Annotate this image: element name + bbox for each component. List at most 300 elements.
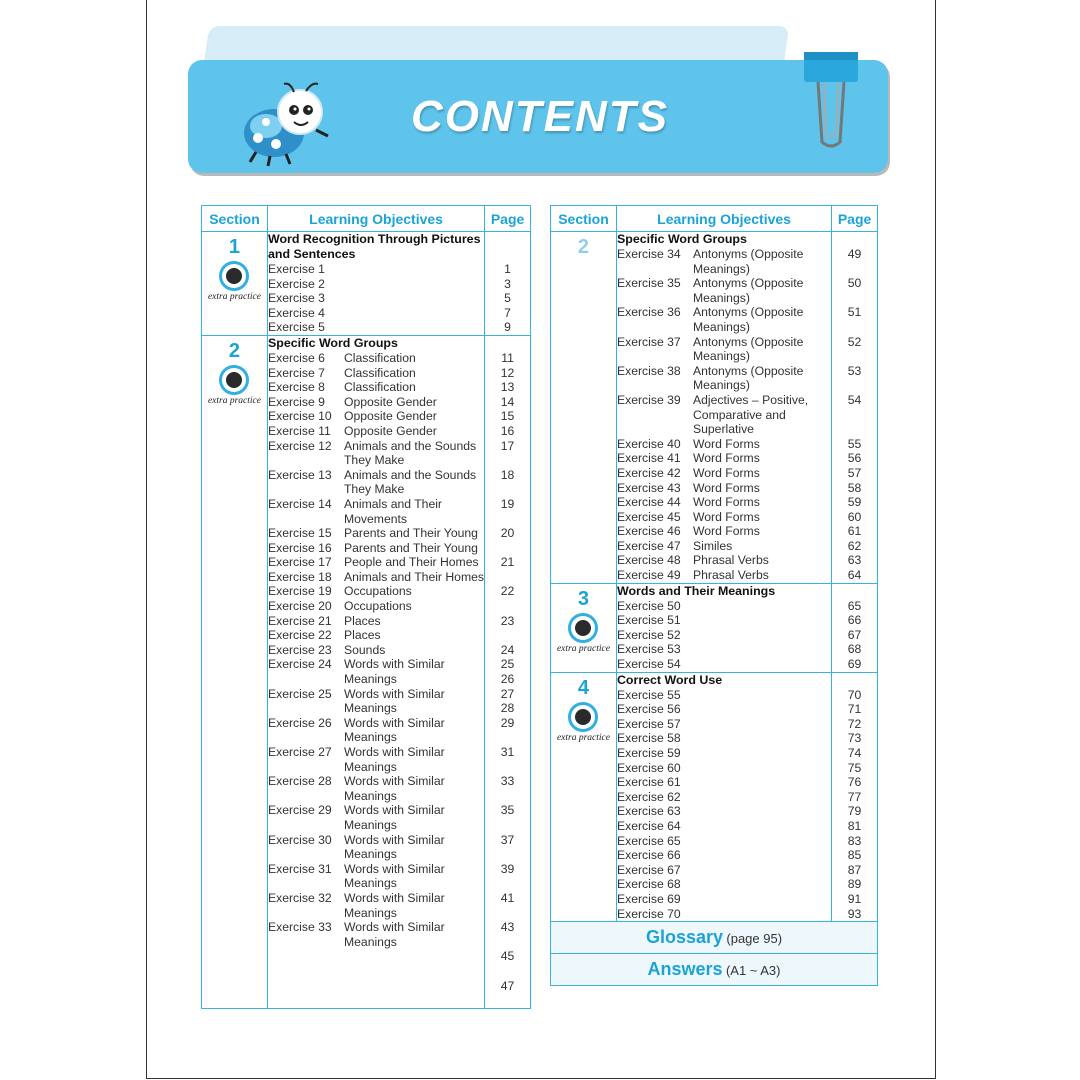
exercise-topic: Words with Similar Meanings — [343, 657, 445, 687]
section-number: 1 — [228, 236, 241, 258]
exercise-label: Exercise 25 — [267, 686, 332, 701]
exercise-topic: Word Forms — [692, 524, 760, 539]
section-number: 4 — [577, 676, 590, 699]
exercise-topic: Words with Similar Meanings — [343, 745, 445, 774]
exercise-item[interactable] — [268, 687, 484, 716]
exercise-label: Exercise 30 — [267, 832, 332, 847]
exercise-item[interactable] — [617, 761, 831, 776]
glossary-link[interactable] — [551, 922, 878, 954]
extra-practice-badge — [202, 365, 266, 406]
exercise-item[interactable] — [268, 833, 484, 862]
exercise-label: Exercise 40 — [616, 436, 681, 451]
exercise-label: Exercise 62 — [616, 789, 681, 804]
exercise-item[interactable] — [617, 775, 831, 790]
exercise-topic — [344, 306, 484, 321]
exercise-item[interactable] — [268, 628, 484, 643]
page-number: 67 — [847, 627, 862, 642]
exercise-item[interactable] — [268, 774, 484, 803]
exercise-label: Exercise 32 — [267, 890, 332, 905]
exercise-item[interactable] — [617, 848, 831, 863]
exercise-topic — [693, 907, 831, 922]
page-number: 57 — [847, 465, 862, 480]
exercise-item[interactable] — [617, 819, 831, 834]
exercise-item[interactable] — [617, 804, 831, 819]
page-number: 24 — [500, 642, 515, 657]
page-number: 76 — [847, 775, 862, 790]
exercise-label: Exercise 51 — [616, 613, 681, 628]
exercise-item[interactable] — [617, 510, 831, 525]
page-number: 77 — [847, 789, 862, 804]
exercise-item[interactable] — [617, 364, 831, 393]
exercise-topic — [693, 613, 831, 628]
extra-practice-label: extra practice — [556, 643, 610, 654]
exercise-item[interactable] — [617, 437, 831, 452]
exercise-label: Exercise 16 — [267, 540, 332, 555]
exercise-topic — [693, 761, 831, 776]
page-spacer — [485, 336, 530, 351]
section-row — [202, 335, 531, 1008]
exercise-topic — [344, 262, 484, 277]
exercise-item[interactable] — [617, 481, 831, 496]
extra-practice-label: extra practice — [207, 395, 261, 406]
page-number: 1 — [504, 262, 511, 276]
exercise-topic: Phrasal Verbs — [692, 553, 769, 568]
exercise-label: Exercise 33 — [267, 920, 332, 935]
glossary-label: Glossary — [645, 927, 723, 948]
exercise-item[interactable] — [268, 920, 484, 949]
exercise-label: Exercise 48 — [616, 553, 681, 568]
page-number: 18 — [500, 467, 515, 482]
page-number: 47 — [500, 978, 515, 993]
page-number: 60 — [847, 509, 862, 524]
exercise-item[interactable] — [617, 335, 831, 364]
exercise-topic — [344, 291, 484, 306]
page-spacer — [485, 232, 530, 262]
exercise-label: Exercise 60 — [616, 760, 681, 775]
exercise-topic: Parents and Their Young — [343, 540, 478, 555]
exercise-label: Exercise 22 — [267, 628, 332, 643]
exercise-label: Exercise 17 — [267, 555, 332, 570]
page-number: 39 — [500, 861, 515, 876]
page-number: 68 — [847, 642, 862, 657]
exercise-topic: Word Forms — [692, 465, 760, 480]
page-number: 33 — [500, 774, 515, 789]
exercise-label: Exercise 5 — [267, 320, 325, 335]
exercise-item[interactable] — [617, 451, 831, 466]
exercise-label: Exercise 31 — [267, 861, 332, 876]
exercise-topic — [344, 277, 484, 292]
exercise-label: Exercise 58 — [616, 731, 681, 746]
page-number: 7 — [504, 305, 511, 320]
extra-practice-badge — [202, 261, 266, 302]
exercise-item[interactable] — [617, 539, 831, 554]
page-number: 28 — [500, 701, 515, 716]
exercise-item[interactable] — [617, 247, 831, 276]
exercise-item[interactable] — [617, 393, 831, 437]
extra-practice-label: extra practice — [556, 732, 610, 743]
page-number: 75 — [847, 760, 862, 775]
exercise-item[interactable] — [617, 599, 831, 614]
exercise-topic: Phrasal Verbs — [692, 568, 769, 583]
exercise-topic — [693, 804, 831, 819]
exercise-label: Exercise 65 — [616, 833, 681, 848]
exercise-label: Exercise 34 — [616, 247, 681, 261]
exercise-item[interactable] — [268, 862, 484, 891]
exercise-item[interactable] — [617, 466, 831, 481]
exercise-item[interactable] — [268, 541, 484, 556]
answers-note: (A1 ~ A3) — [725, 963, 781, 979]
header-section: Section — [202, 206, 268, 232]
section-row — [202, 232, 531, 336]
page-number: 54 — [847, 392, 862, 407]
section-number: 2 — [577, 236, 590, 258]
exercise-topic — [693, 642, 831, 657]
exercise-label: Exercise 49 — [616, 568, 681, 583]
exercise-topic: Words with Similar Meanings — [343, 803, 445, 832]
answers-label: Answers — [647, 959, 723, 980]
objective-title: Word Recognition Through Pictures and Sentences — [267, 232, 481, 261]
exercise-topic: Animals and Their Movements — [343, 496, 442, 526]
exercise-topic: Words with Similar Meanings — [343, 832, 445, 862]
exercise-label: Exercise 8 — [267, 380, 325, 395]
exercise-item[interactable] — [617, 731, 831, 746]
extra-practice-icon — [568, 613, 598, 643]
section-cell — [551, 232, 617, 584]
exercise-label: Exercise 10 — [267, 409, 332, 424]
exercise-label: Exercise 18 — [267, 569, 332, 584]
exercise-item[interactable] — [617, 276, 831, 305]
exercise-item[interactable] — [268, 439, 484, 468]
page-number: 83 — [847, 833, 862, 848]
exercise-item[interactable] — [268, 745, 484, 774]
exercise-item[interactable] — [617, 495, 831, 510]
exercise-item[interactable] — [617, 568, 831, 583]
exercise-topic — [693, 599, 831, 614]
exercise-topic: Word Forms — [692, 495, 760, 510]
page-number: 56 — [847, 451, 862, 466]
exercise-item[interactable] — [617, 702, 831, 717]
exercise-topic: Classification — [343, 350, 416, 365]
page-number: 91 — [847, 891, 862, 906]
exercise-item[interactable] — [617, 877, 831, 892]
page-number: 23 — [500, 613, 515, 628]
page-number: 22 — [500, 584, 515, 599]
exercise-label: Exercise 3 — [267, 291, 325, 306]
binder-clip-icon — [804, 52, 858, 152]
exercise-label: Exercise 21 — [267, 613, 332, 628]
extra-practice-icon — [568, 702, 598, 732]
exercise-item[interactable] — [617, 642, 831, 657]
exercise-item[interactable] — [268, 803, 484, 832]
section-cell — [551, 583, 617, 672]
exercise-topic: Words with Similar Meanings — [343, 686, 445, 716]
exercise-topic: Words with Similar Meanings — [343, 774, 445, 803]
exercise-item[interactable] — [268, 468, 484, 497]
page-cell — [832, 672, 878, 922]
section-cell — [202, 232, 268, 336]
exercise-item[interactable] — [268, 643, 484, 658]
page-number: 45 — [500, 949, 515, 964]
exercise-item[interactable] — [268, 526, 484, 541]
exercise-label: Exercise 46 — [616, 524, 681, 539]
page-number: 3 — [504, 276, 511, 291]
page-number: 72 — [847, 716, 862, 731]
extra-practice-label: extra practice — [207, 292, 261, 302]
exercise-topic: Opposite Gender — [343, 394, 437, 409]
page-cell — [485, 335, 531, 1008]
exercise-label: Exercise 52 — [616, 627, 681, 642]
exercise-label: Exercise 61 — [616, 775, 681, 790]
exercise-label: Exercise 63 — [616, 804, 681, 819]
exercise-label: Exercise 56 — [616, 702, 681, 717]
page-number: 59 — [847, 495, 862, 510]
exercise-item[interactable] — [617, 524, 831, 539]
exercise-item[interactable] — [268, 291, 484, 306]
exercise-item[interactable] — [268, 497, 484, 526]
page-number: 20 — [500, 526, 515, 541]
exercise-topic: Antonyms (Opposite Meanings) — [692, 363, 804, 393]
exercise-label: Exercise 44 — [616, 495, 681, 510]
page-number: 37 — [500, 832, 515, 847]
exercise-topic: Animals and the Sounds They Make — [343, 438, 477, 468]
exercise-label: Exercise 57 — [616, 716, 681, 731]
exercise-item[interactable] — [617, 305, 831, 334]
section-cell — [551, 672, 617, 922]
exercise-item[interactable] — [268, 277, 484, 292]
page-number: 16 — [500, 423, 515, 438]
page-number: 29 — [500, 715, 515, 730]
exercise-label: Exercise 23 — [267, 642, 332, 657]
exercise-label: Exercise 20 — [267, 599, 332, 614]
page-spacer — [832, 673, 877, 688]
page-number: 12 — [500, 365, 515, 380]
exercise-label: Exercise 66 — [616, 848, 681, 863]
exercise-label: Exercise 26 — [267, 715, 332, 730]
exercise-item[interactable] — [617, 553, 831, 568]
objective-title: Specific Word Groups — [616, 232, 747, 246]
exercise-topic: Opposite Gender — [343, 423, 437, 438]
exercise-label: Exercise 19 — [267, 584, 332, 599]
objective-title: Specific Word Groups — [267, 335, 398, 350]
exercise-label: Exercise 2 — [267, 276, 325, 291]
exercise-label: Exercise 42 — [616, 465, 681, 480]
exercise-label: Exercise 28 — [267, 774, 332, 789]
exercise-item[interactable] — [268, 570, 484, 585]
page-number: 61 — [847, 524, 862, 539]
exercise-label: Exercise 38 — [616, 363, 681, 378]
exercise-label: Exercise 1 — [267, 262, 325, 276]
exercise-label: Exercise 13 — [267, 467, 332, 482]
page-number: 26 — [500, 672, 515, 687]
exercise-label: Exercise 35 — [616, 276, 681, 291]
page-number: 85 — [847, 848, 862, 863]
exercise-label: Exercise 12 — [267, 438, 332, 453]
objective-title: Correct Word Use — [616, 672, 723, 687]
exercise-item[interactable] — [617, 657, 831, 672]
exercise-label: Exercise 70 — [616, 906, 681, 921]
exercise-topic: Parents and Their Young — [343, 526, 478, 541]
page-number: 89 — [847, 877, 862, 892]
exercise-item[interactable] — [617, 628, 831, 643]
page-number: 27 — [500, 686, 515, 701]
exercise-item[interactable] — [268, 599, 484, 614]
exercise-item[interactable] — [617, 717, 831, 732]
exercise-topic: Animals and Their Homes — [343, 569, 484, 584]
exercise-topic: Places — [343, 613, 381, 628]
exercise-item[interactable] — [617, 688, 831, 703]
exercise-label: Exercise 15 — [267, 526, 332, 541]
exercise-label: Exercise 27 — [267, 745, 332, 759]
section-cell — [202, 335, 268, 1008]
exercise-topic — [693, 819, 831, 834]
exercise-topic: Opposite Gender — [343, 409, 437, 424]
exercise-topic: Similes — [692, 538, 733, 553]
exercise-topic: Antonyms (Opposite Meanings) — [692, 276, 804, 305]
page-number: 49 — [847, 247, 862, 261]
exercise-label: Exercise 9 — [267, 394, 325, 409]
exercise-label: Exercise 39 — [616, 392, 681, 407]
objectives-cell — [267, 232, 484, 336]
exercise-item[interactable] — [617, 863, 831, 878]
exercise-topic — [693, 877, 831, 892]
exercise-topic: Animals and the Sounds They Make — [343, 467, 477, 497]
exercise-item[interactable] — [268, 555, 484, 570]
page-number: 79 — [847, 804, 862, 819]
exercise-item[interactable] — [268, 657, 484, 686]
objectives-cell — [267, 335, 484, 1008]
contents-table-right — [550, 205, 878, 986]
page-number: 14 — [500, 394, 515, 409]
exercise-topic: People and Their Homes — [343, 555, 479, 570]
exercise-item[interactable] — [617, 613, 831, 628]
page-number: 17 — [500, 438, 515, 453]
exercise-label: Exercise 68 — [616, 877, 681, 892]
exercise-item[interactable] — [268, 320, 484, 335]
header-objectives: Learning Objectives — [616, 206, 831, 232]
page-number: 31 — [500, 745, 515, 759]
exercise-label: Exercise 37 — [616, 334, 681, 349]
page-cell — [832, 583, 878, 672]
exercise-topic — [693, 657, 831, 672]
exercise-item[interactable] — [617, 834, 831, 849]
page-number: 9 — [504, 320, 511, 335]
exercise-item[interactable] — [268, 366, 484, 381]
page-number: 15 — [500, 409, 515, 424]
exercise-label: Exercise 53 — [616, 642, 681, 657]
page-number: 41 — [500, 890, 515, 905]
exercise-topic: Classification — [343, 365, 416, 380]
exercise-topic: Words with Similar Meanings — [343, 920, 445, 949]
page-number: 65 — [847, 598, 862, 613]
page-spacer — [832, 232, 877, 247]
exercise-topic: Words with Similar Meanings — [343, 890, 445, 920]
exercise-item[interactable] — [268, 409, 484, 424]
exercise-label: Exercise 36 — [616, 305, 681, 320]
page-number: 53 — [847, 363, 862, 378]
exercise-item[interactable] — [268, 584, 484, 599]
exercise-item[interactable] — [268, 395, 484, 410]
page-number: 63 — [847, 553, 862, 568]
page-number: 64 — [847, 568, 862, 583]
exercise-item[interactable] — [268, 891, 484, 920]
page-spacer — [832, 584, 877, 599]
page-number: 19 — [500, 496, 515, 511]
page-number: 66 — [847, 613, 862, 628]
section-row — [551, 583, 878, 672]
exercise-label: Exercise 7 — [267, 365, 325, 380]
exercise-topic — [693, 775, 831, 790]
page-number: 74 — [847, 746, 862, 761]
exercise-topic — [693, 731, 831, 746]
exercise-topic: Word Forms — [692, 480, 760, 495]
exercise-topic — [693, 790, 831, 805]
exercise-label: Exercise 43 — [616, 480, 681, 495]
page-number: 55 — [847, 436, 862, 451]
section-number: 2 — [228, 339, 241, 362]
page-cell — [485, 232, 531, 336]
page-cell — [832, 232, 878, 584]
exercise-label: Exercise 24 — [267, 657, 332, 672]
exercise-topic — [344, 320, 484, 335]
page-number: 50 — [847, 276, 862, 291]
section-row — [551, 232, 878, 584]
objectives-cell — [616, 672, 831, 922]
exercise-item[interactable] — [268, 262, 484, 277]
page-number: 21 — [500, 555, 515, 570]
exercise-label: Exercise 59 — [616, 746, 681, 761]
exercise-topic: Word Forms — [692, 509, 760, 524]
page-number: 5 — [504, 291, 511, 306]
page-number: 43 — [500, 920, 515, 935]
exercise-topic: Antonyms (Opposite Meanings) — [692, 247, 804, 276]
extra-practice-icon — [219, 365, 249, 395]
exercise-topic — [693, 717, 831, 732]
page-number: 13 — [500, 380, 515, 395]
page-number: 70 — [847, 687, 862, 702]
page-number: 81 — [847, 818, 862, 833]
exercise-topic — [693, 863, 831, 878]
exercise-item[interactable] — [617, 907, 831, 922]
exercise-item[interactable] — [268, 716, 484, 745]
exercise-label: Exercise 50 — [616, 598, 681, 613]
header-section: Section — [551, 206, 617, 232]
exercise-item[interactable] — [268, 380, 484, 395]
exercise-topic: Sounds — [343, 642, 386, 657]
objectives-cell — [616, 583, 831, 672]
page-number: 73 — [847, 731, 862, 746]
exercise-label: Exercise 4 — [267, 305, 325, 320]
exercise-item[interactable] — [268, 614, 484, 629]
exercise-topic: Occupations — [343, 584, 412, 599]
exercise-topic: Words with Similar Meanings — [343, 715, 445, 745]
section-number: 3 — [577, 587, 590, 610]
contents-table-left — [201, 205, 531, 1009]
extra-practice-icon — [219, 261, 249, 291]
exercise-topic: Word Forms — [692, 451, 760, 466]
exercise-item[interactable] — [617, 746, 831, 761]
exercise-item[interactable] — [268, 351, 484, 366]
header-page: Page — [485, 206, 531, 232]
page-number: 11 — [501, 350, 514, 365]
exercise-topic: Occupations — [343, 599, 412, 614]
exercise-item[interactable] — [268, 306, 484, 321]
exercise-item[interactable] — [617, 790, 831, 805]
answers-link[interactable] — [551, 954, 878, 986]
exercise-item[interactable] — [617, 892, 831, 907]
exercise-topic: Word Forms — [692, 436, 760, 451]
page-title: CONTENTS — [411, 92, 669, 141]
exercise-item[interactable] — [268, 424, 484, 439]
